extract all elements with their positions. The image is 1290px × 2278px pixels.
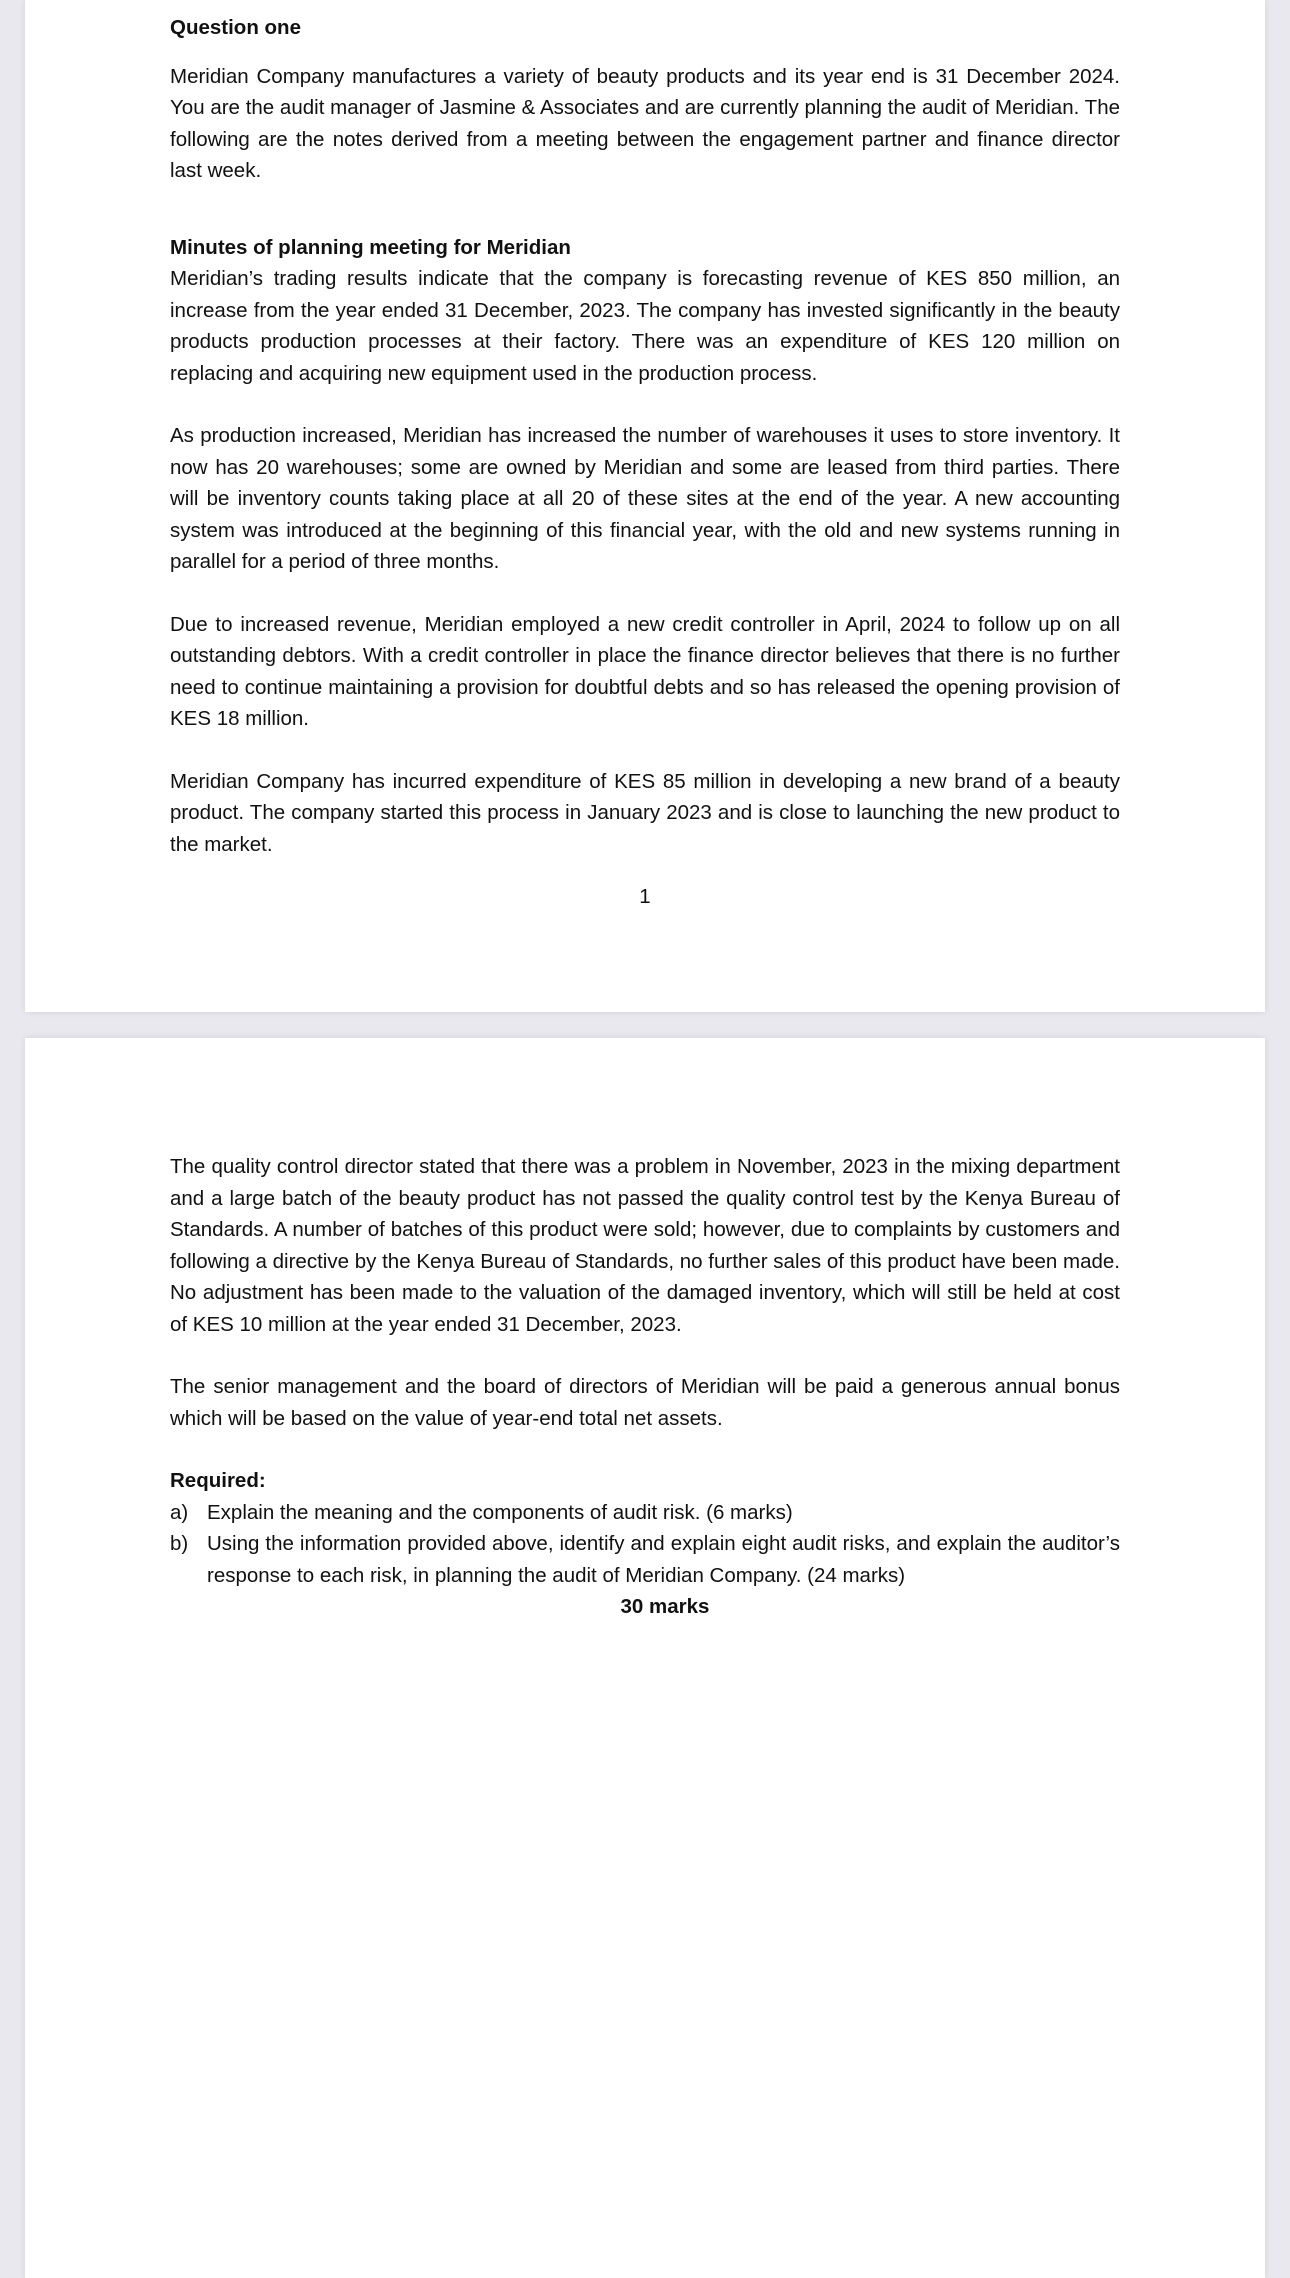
required-item-a — [170, 1497, 1120, 1529]
paragraph-bonus: The senior management and the board of directors of Meridian will be paid a generous annual bonus which will be based on the value of year-end total net assets. — [170, 1375, 1120, 1430]
required-heading: Required: — [170, 1469, 266, 1492]
required-item-letter: a) — [170, 1500, 189, 1524]
required-item-text: Explain the meaning and the components of audit risk. (6 marks) — [207, 1500, 793, 1524]
paragraph-quality-control: The quality control director stated that there was a problem in November, 2023 in the mixing department and a large batch of the beauty product has not passed the quality control test by the Kenya Bureau of Standards. A number of batches of this product were sold; however, due to complaints by customers and following a directive by the Kenya Bureau of Standards, no further sales of this product have been made. No adjustment has been made to the valuation of the damaged inventory, which will still be held at cost of KES 10 million at the year ended 31 December, 2023. — [170, 1155, 1120, 1336]
required-item-b — [170, 1528, 1120, 1591]
page-2-content — [170, 1151, 1120, 1623]
paragraph-credit-controller: Due to increased revenue, Meridian employed a new credit controller in April, 2024 to follow up on all outstanding debtors. With a credit controller in place the finance director believes that there is no further need to continue maintaining a provision for doubtful debts and so has released the opening provision of KES 18 million. — [170, 612, 1120, 730]
required-item-text: Using the information provided above, identify and explain eight audit risks, and explain the auditor’s response to each risk, in planning the audit of Meridian Company. (24 marks) — [207, 1532, 1120, 1587]
document-page-1 — [25, 0, 1265, 1012]
required-item-letter: b) — [170, 1532, 189, 1555]
total-marks: 30 marks — [620, 1595, 710, 1618]
page-number: 1 — [639, 885, 651, 908]
paragraph-revenue: Meridian’s trading results indicate that the company is forecasting revenue of KES 850 million, an increase from the year ended 31 December, 2023. The company has invested significantly in the beauty products production processes at their factory. There was an expenditure of KES 120 million on replacing and acquiring new equipment used in the production process. — [170, 267, 1120, 385]
intro-paragraph: Meridian Company manufactures a variety of beauty products and its year end is 31 December 2024. You are the audit manager of Jasmine & Associates and are currently planning the audit of Meridian. The following are the notes derived from a meeting between the engagement partner and finance director last week. — [170, 64, 1120, 182]
page-1-content — [170, 12, 1120, 860]
document-page-2 — [25, 1038, 1265, 2278]
minutes-heading: Minutes of planning meeting for Meridian — [170, 235, 571, 259]
question-title: Question one — [170, 16, 301, 39]
paragraph-development: Meridian Company has incurred expenditure of KES 85 million in developing a new brand of a beauty product. The company started this process in January 2023 and is close to launching the new product to the market. — [170, 769, 1120, 856]
paragraph-warehouses: As production increased, Meridian has increased the number of warehouses it uses to store inventory. It now has 20 warehouses; some are owned by Meridian and some are leased from third parties. There will be inventory counts taking place at all 20 of these sites at the end of the year. A new accounting system was introduced at the beginning of this financial year, with the old and new systems running in parallel for a period of three months. — [170, 424, 1120, 573]
